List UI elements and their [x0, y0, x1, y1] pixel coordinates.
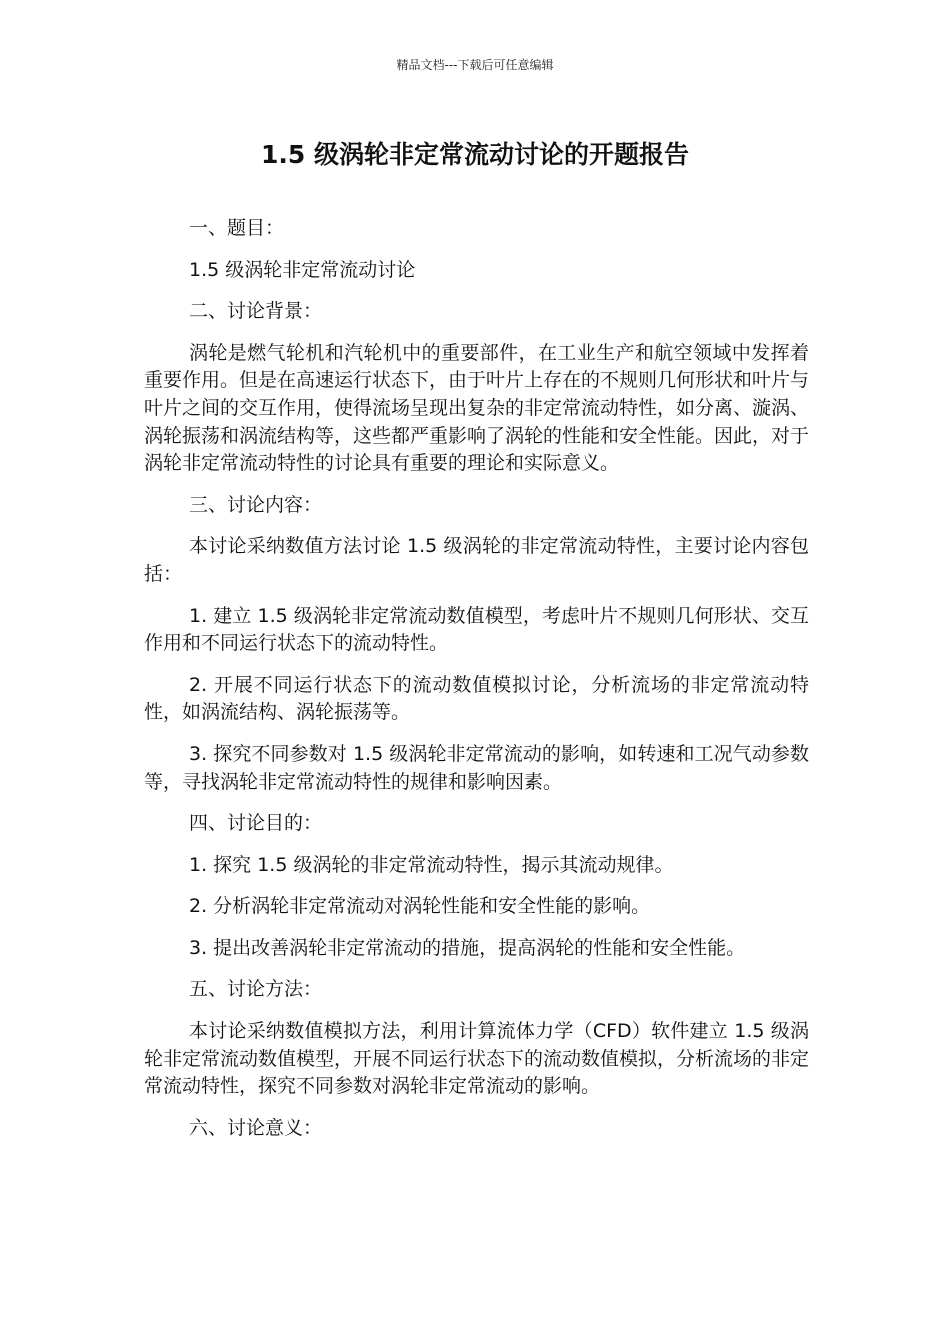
background-paragraph: 涡轮是燃气轮机和汽轮机中的重要部件，在工业生产和航空领域中发挥着重要作用。但是在高速运行状态下，由于叶片上存在的不规则几何形状和叶片与叶片之间的交互作用，使得流场呈现出复杂的非定常流动特性，如分离、漩涡、涡轮振荡和涡流结构等，这些都严重影响了涡轮的性能和安全性能。因此，对于涡轮非定常流动特性的讨论具有重要的理论和实际意义。 [144, 341, 810, 475]
purpose-item-1: 1. 探究 1.5 级涡轮的非定常流动特性，揭示其流动规律。 [189, 853, 674, 876]
method-paragraph: 本讨论采纳数值模拟方法，利用计算流体力学（CFD）软件建立 1.5 级涡轮非定常流动数值模型，开展不同运行状态下的流动数值模拟，分析流场的非定常流动特性，探究不同参数对涡轮非定常流动的影响。 [144, 1020, 810, 1098]
topic-text: 1.5 级涡轮非定常流动讨论 [189, 258, 416, 281]
document-body [144, 215, 809, 1156]
document-title: 1.5 级涡轮非定常流动讨论的开题报告 [261, 140, 689, 169]
content-item-1: 1. 建立 1.5 级涡轮非定常流动数值模型，考虑叶片不规则几何形状、交互作用和不同运行状态下的流动特性。 [144, 604, 809, 655]
section-heading-background: 二、讨论背景： [189, 300, 323, 323]
content-item-2: 2. 开展不同运行状态下的流动数值模拟讨论，分析流场的非定常流动特性，如涡流结构、涡轮振荡等。 [144, 673, 809, 724]
section-heading-purpose: 四、讨论目的： [189, 812, 323, 835]
section-heading-significance: 六、讨论意义： [189, 1116, 323, 1139]
content-intro-paragraph: 本讨论采纳数值方法讨论 1.5 级涡轮的非定常流动特性，主要讨论内容包括： [144, 535, 809, 585]
section-heading-method: 五、讨论方法： [189, 978, 323, 1001]
section-heading-topic: 一、题目： [189, 217, 285, 239]
content-item-3: 3. 探究不同参数对 1.5 级涡轮非定常流动的影响，如转速和工况气动参数等，寻找涡轮非定常流动特性的规律和影响因素。 [144, 742, 809, 793]
purpose-item-2: 2. 分析涡轮非定常流动对涡轮性能和安全性能的影响。 [189, 895, 651, 918]
purpose-item-3: 3. 提出改善涡轮非定常流动的措施，提高涡轮的性能和安全性能。 [189, 936, 746, 959]
section-heading-content: 三、讨论内容： [189, 493, 323, 516]
header-watermark: 精品文档---下载后可任意编辑 [396, 58, 554, 72]
